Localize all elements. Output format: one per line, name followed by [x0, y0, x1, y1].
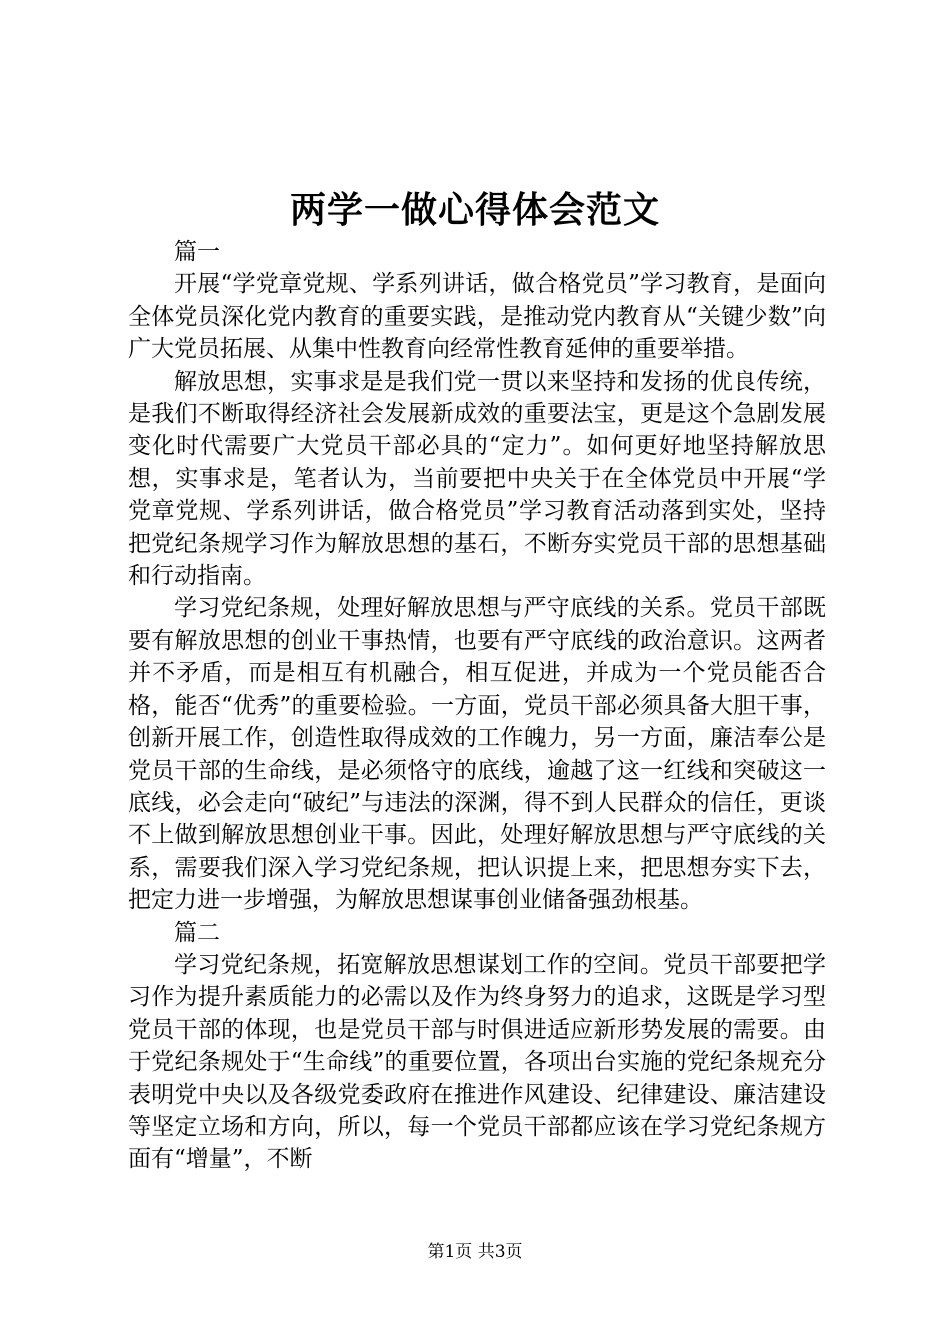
document-body — [128, 236, 826, 1176]
page-footer: 第1页 共3页 — [427, 1242, 523, 1262]
paragraph: 学习党纪条规，处理好解放思想与严守底线的关系。党员干部既要有解放思想的创业干事热情，也要有严守底线的政治意识。这两者并不矛盾，而是相互有机融合，相互促进，并成为一个党员能否合格，能否“优秀”的重要检验。一方面，党员干部必须具备大胆干事，创新开展工作，创造性取得成效的工作魄力，另一方面，廉洁奉公是党员干部的生命线，是必须恪守的底线，逾越了这一红线和突破这一底线，必会走向“破纪”与违法的深渊，得不到人民群众的信任，更谈不上做到解放思想创业干事。因此，处理好解放思想与严守底线的关系，需要我们深入学习党纪条规，把认识提上来，把思想夯实下去，把定力进一步增强，为解放思想谋事创业储备强劲根基。 — [128, 595, 826, 914]
section-heading-2: 篇二 — [174, 919, 220, 946]
paragraph: 解放思想，实事求是是我们党一贯以来坚持和发扬的优良传统，是我们不断取得经济社会发展新成效的重要法宝，更是这个急剧发展变化时代需要广大党员干部必具的“定力”。如何更好地坚持解放思想，实事求是，笔者认为，当前要把中央关于在全体党员中开展“学党章党规、学系列讲话，做合格党员”学习教育活动落到实处，坚持把党纪条规学习作为解放思想的基石，不断夯实党员干部的思想基础和行动指南。 — [128, 368, 826, 590]
document-title: 两学一做心得体会范文 — [289, 189, 660, 231]
paragraph: 学习党纪条规，拓宽解放思想谋划工作的空间。党员干部要把学习作为提升素质能力的必需以及作为终身努力的追求，这既是学习型党员干部的体现，也是党员干部与时俱进适应新形势发展的需要。由于党纪条规处于“生命线”的重要位置，各项出台实施的党纪条规充分表明党中央以及各级党委政府在推进作风建设、纪律建设、廉洁建设等坚定立场和方向，所以，每一个党员干部都应该在学习党纪条规方面有“增量”，不断 — [128, 951, 826, 1173]
paragraph: 开展“学党章党规、学系列讲话，做合格党员”学习教育，是面向全体党员深化党内教育的重要实践，是推动党内教育从“关键少数”向广大党员拓展、从集中性教育向经常性教育延伸的重要举措。 — [128, 271, 826, 363]
section-heading-1: 篇一 — [174, 239, 220, 265]
